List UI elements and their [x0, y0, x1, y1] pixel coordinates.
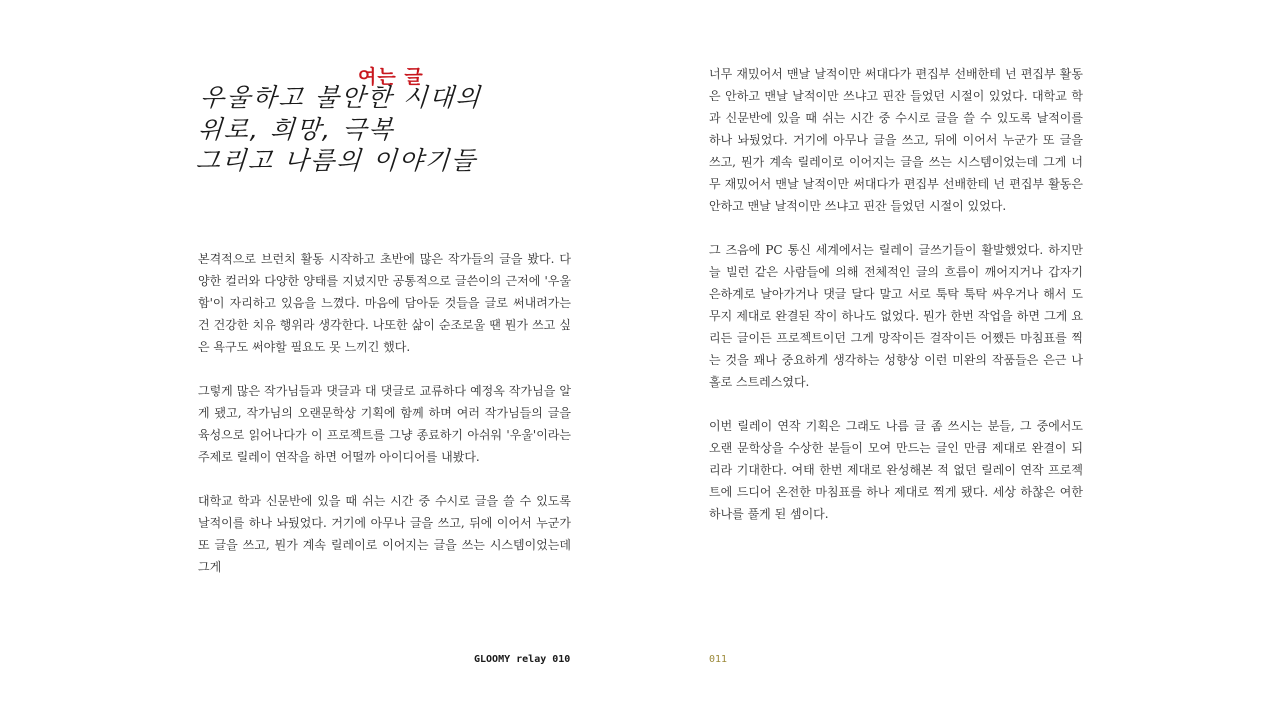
right-page	[640, 0, 1280, 720]
paragraph: 그 즈음에 PC 통신 세계에서는 릴레이 글쓰기들이 활발했었다. 하지만 늘 빌런 같은 사람들에 의해 전체적인 글의 흐름이 깨어지거나 갑자기 은하계로 날아가거나 댓글 달다 말고 서로 툭탁 툭탁 싸우거나 해서 도무지 제대로 완결된 작이 하나도 없었다. 뭔가 한번 작업을 하면 그게 요리든 글이든 프로젝트이던 그게 망작이든 걸작이든 어쨌든 마침표를 찍는 것을 꽤나 중요하게 생각하는 성향상 이런 미완의 작품들은 은근 나홀로 스트레스였다.	[709, 243, 1083, 389]
page-number-right: 011	[709, 654, 728, 665]
paragraph: 그렇게 많은 작가님들과 댓글과 대 댓글로 교류하다 예정옥 작가님을 알게 됐고, 작가님의 오랜문학상 기획에 함께 하며 여러 작가님들의 글을 육성으로 읽어나다가 이 프로젝트를 그냥 종료하기 아쉬워 '우울'이라는 주제로 릴레이 연작을 하면 어떨까 아이디어를 내봤다.	[198, 384, 571, 464]
handwritten-title	[194, 82, 483, 177]
paragraph: 이번 릴레이 연작 기획은 그래도 나름 글 좀 쓰시는 분들, 그 중에서도 오랜 문학상을 수상한 분들이 모여 만드는 글인 만큼 제대로 완결이 되리라 기대한다. 여태 한번 제대로 완성해본 적 없던 릴레이 연작 프로젝트에 드디어 온전한 마침표를 하나 제대로 찍게 됐다. 세상 하찮은 여한 하나를 풀게 된 셈이다.	[709, 419, 1083, 521]
left-body-text	[198, 248, 571, 600]
title-line: 위로, 희망, 극복	[197, 114, 396, 144]
paragraph: 본격적으로 브런치 활동 시작하고 초반에 많은 작가들의 글을 봤다. 다양한 컬러와 다양한 양태를 지녔지만 공통적으로 글쓴이의 근저에 '우울함'이 자리하고 있음을 느꼈다. 마음에 담아둔 것들을 글로 써내려가는 건 건강한 치유 행위라 생각한다. 나또한 삶이 순조로울 땐 뭔가 쓰고 싶은 욕구도 써야할 필요도 못 느끼긴 했다.	[198, 252, 571, 354]
page-number-left: GLOOMY relay 010	[474, 654, 571, 665]
right-body-text	[709, 63, 1083, 547]
section-label: 여는 글	[358, 66, 424, 88]
title-line: 우울하고 불안한 시대의	[199, 83, 483, 112]
paragraph: 대학교 학과 신문반에 있을 때 쉬는 시간 중 수시로 글을 쓸 수 있도록 날적이를 하나 놔뒀었다. 거기에 아무나 글을 쓰고, 뒤에 이어서 누군가 또 글을 쓰고, 뭔가 계속 릴레이로 이어지는 글을 쓰는 시스템이었는데 그게	[198, 494, 571, 574]
paragraph: 너무 재밌어서 맨날 날적이만 써대다가 편집부 선배한테 넌 편집부 활동은 안하고 맨날 날적이만 쓰냐고 핀잔 들었던 시절이 있었다. 대학교 학과 신문반에 있을 때 쉬는 시간 중 수시로 글을 쓸 수 있도록 날적이를 하나 놔뒀었다. 거기에 아무나 글을 쓰고, 뒤에 이어서 누군가 또 글을 쓰고, 뭔가 계속 릴레이로 이어지는 글을 쓰는 시스템이었는데 그게 너무 재밌어서 맨날 날적이만 써대다가 편집부 선배한테 넌 편집부 활동은 안하고 맨날 날적이만 쓰냐고 핀잔 들었던 시절이 있었다.	[709, 67, 1083, 213]
title-line: 그리고 나름의 이야기들	[194, 146, 479, 175]
